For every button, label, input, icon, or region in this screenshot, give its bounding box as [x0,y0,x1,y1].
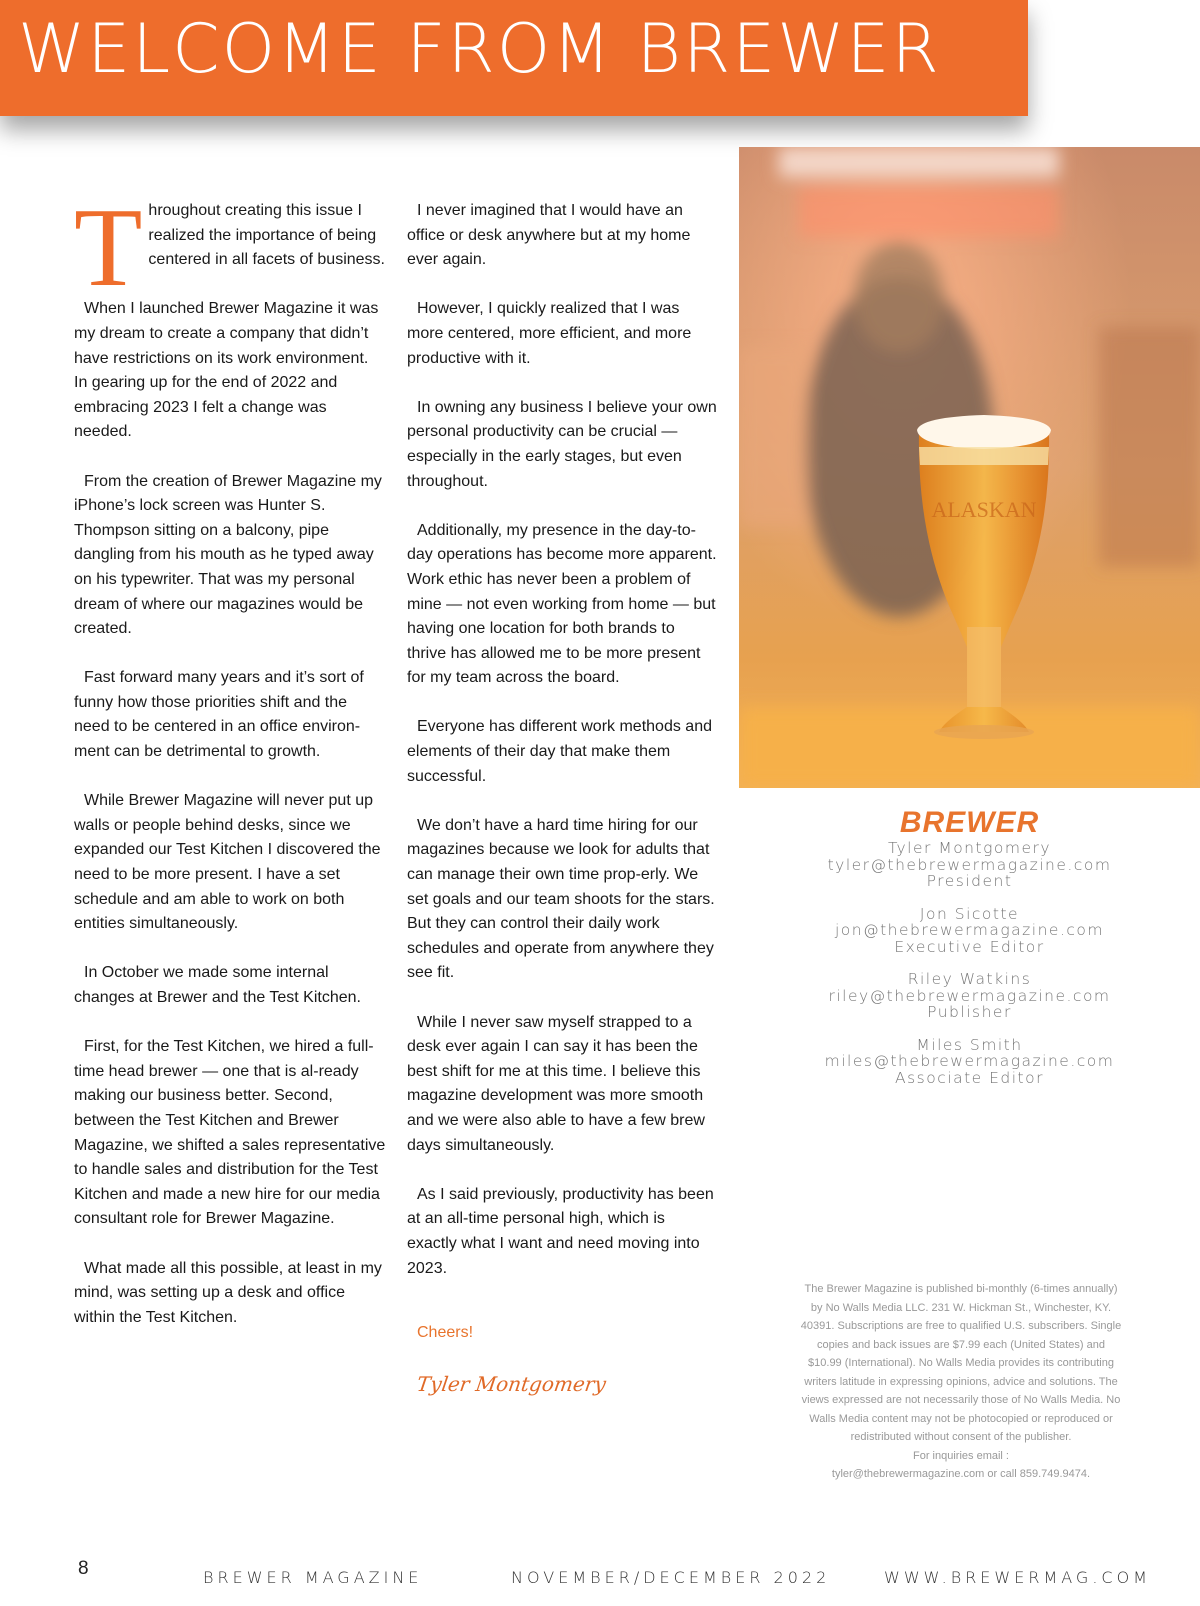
staff-email[interactable]: miles@thebrewermagazine.com [824,1052,1115,1070]
signature: Tyler Montgomery [415,1371,608,1396]
paragraph: First, for the Test Kitchen, we hired a full-time head brewer — one that is al-ready making our business better. Second, between the Test Kitchen and Brewer Magazine, we shifted a sales representative to handle sales and distribution for the Test Kitchen and made a new hire for our media consultant role for Brewer Magazine. [74,1038,386,1228]
staff-name: Tyler Montgomery [887,839,1052,857]
staff-list [739,840,1200,1086]
glass-logo-text: ALASKAN [931,497,1037,522]
paragraph: From the creation of Brewer Magazine my iPhone’s lock screen was Hunter S. Thompson sitting on a balcony, pipe dangling from his mouth as he typed away on his typewriter. That was my personal dream of where our magazines would be created. [74,472,382,638]
paragraph: When I launched Brewer Magazine it was my dream to create a company that didn’t have restrictions on its work environment. In gearing up for the end of 2022 and embracing 2023 I felt a change was needed. [74,300,379,441]
paragraph: In owning any business I believe your own personal productivity can be crucial — especially in the early stages, but even throughout. [407,398,717,490]
staff-member [739,971,1200,1021]
page-title: WELCOME FROM BREWER [18,10,941,89]
masthead [739,806,1200,1102]
staff-name: Riley Watkins [907,970,1032,988]
staff-member [739,906,1200,956]
staff-member [739,1037,1200,1087]
brand-logo: BREWER [899,806,1040,839]
footer-issue: NOVEMBER/DECEMBER 2022 [511,1568,831,1587]
publication-notice: The Brewer Magazine is published bi-monthly (6-times annually) by No Walls Media LLC. 231 W. Hickman St., Winchester, KY. 40391. Subscriptions are free to qualified U.S. subscribers. Single copies and back issues are $7.99 each (United States) and $10.99 (International). No Walls Media provides its contributing writers latitude in expressing opinions, advice and solutions. The views expressed are not necessarily those of No Walls Media. No Walls Media content may not be photocopied or reproduced or redistributed without consent of the publisher. [800,1283,1122,1443]
paragraph: In October we made some internal changes at Brewer and the Test Kitchen. [74,964,361,1006]
article-column-1 [74,186,386,1355]
paragraph: Throughout creating this issue I realized the importance of being centered in all facets of business. [74,186,385,310]
staff-role: Associate Editor [895,1068,1044,1087]
paragraph: I never imagined that I would have an office or desk anywhere but at my home ever again. [407,202,691,269]
article-column-2 [407,199,717,1396]
staff-role: Executive Editor [894,937,1045,956]
paragraph: However, I quickly realized that I was more centered, more efficient, and more productive with it. [407,300,692,367]
paragraph: Everyone has different work methods and elements of their day that make them successful. [407,718,712,785]
staff-member [739,840,1200,890]
beer-glass-illustration [739,147,1200,788]
header-banner [0,0,1028,116]
staff-name: Jon Sicotte [919,904,1020,923]
staff-email[interactable]: jon@thebrewermagazine.com [834,921,1104,939]
paragraph: While Brewer Magazine will never put up walls or people behind desks, since we expanded our Test Kitchen I discovered the need to be more present. I have a set schedule and am able to work on both entities simultaneously. [74,792,381,933]
publication-fine-print [800,1280,1122,1484]
drop-cap: T [74,186,143,310]
paragraph: Additionally, my presence in the day-to-day operations has become more apparent. Work ethic has never been a problem of mine — not even working from home — but having one location for both brands to thrive has allowed me to be more present for my team across the board. [407,521,717,687]
staff-role: Publisher [927,1003,1012,1021]
staff-role: President [926,872,1013,890]
footer-website[interactable]: WWW.BREWERMAG.COM [884,1568,1151,1587]
inquiries-label: For inquiries email : [913,1449,1009,1462]
paragraph: Fast forward many years and it’s sort of funny how those priorities shift and the need to be centered in an office environ-ment can be detrimental to growth. [74,669,364,761]
staff-email[interactable]: tyler@thebrewermagazine.com [827,855,1112,874]
paragraph: While I never saw myself strapped to a desk ever again I can say it has been the best shift for me at this time. I believe this magazine development was more smooth and we were also able to have a few brew days simultaneously. [407,1013,705,1154]
paragraph: What made all this possible, at least in my mind, was setting up a desk and office within the Test Kitchen. [74,1259,382,1326]
paragraph: We don’t have a hard time hiring for our magazines because we look for adults that can manage their own time prop-erly. We set goals and our team shoots for the stars. But they can control their daily work schedules and operate from anywhere they see fit. [407,816,715,982]
page-number: 8 [78,1558,89,1579]
beer-photo [739,147,1200,788]
staff-email[interactable]: riley@thebrewermagazine.com [828,986,1111,1005]
closing: Cheers! [417,1324,474,1342]
inquiries-contact[interactable]: tyler@thebrewermagazine.com or call 859.749.9474. [831,1468,1091,1480]
paragraph: As I said previously, productivity has been at an all-time personal high, which is exactly what I want and need moving into 2023. [407,1185,714,1277]
staff-name: Miles Smith [916,1035,1023,1054]
footer-publication: BREWER MAGAZINE [203,1568,423,1587]
